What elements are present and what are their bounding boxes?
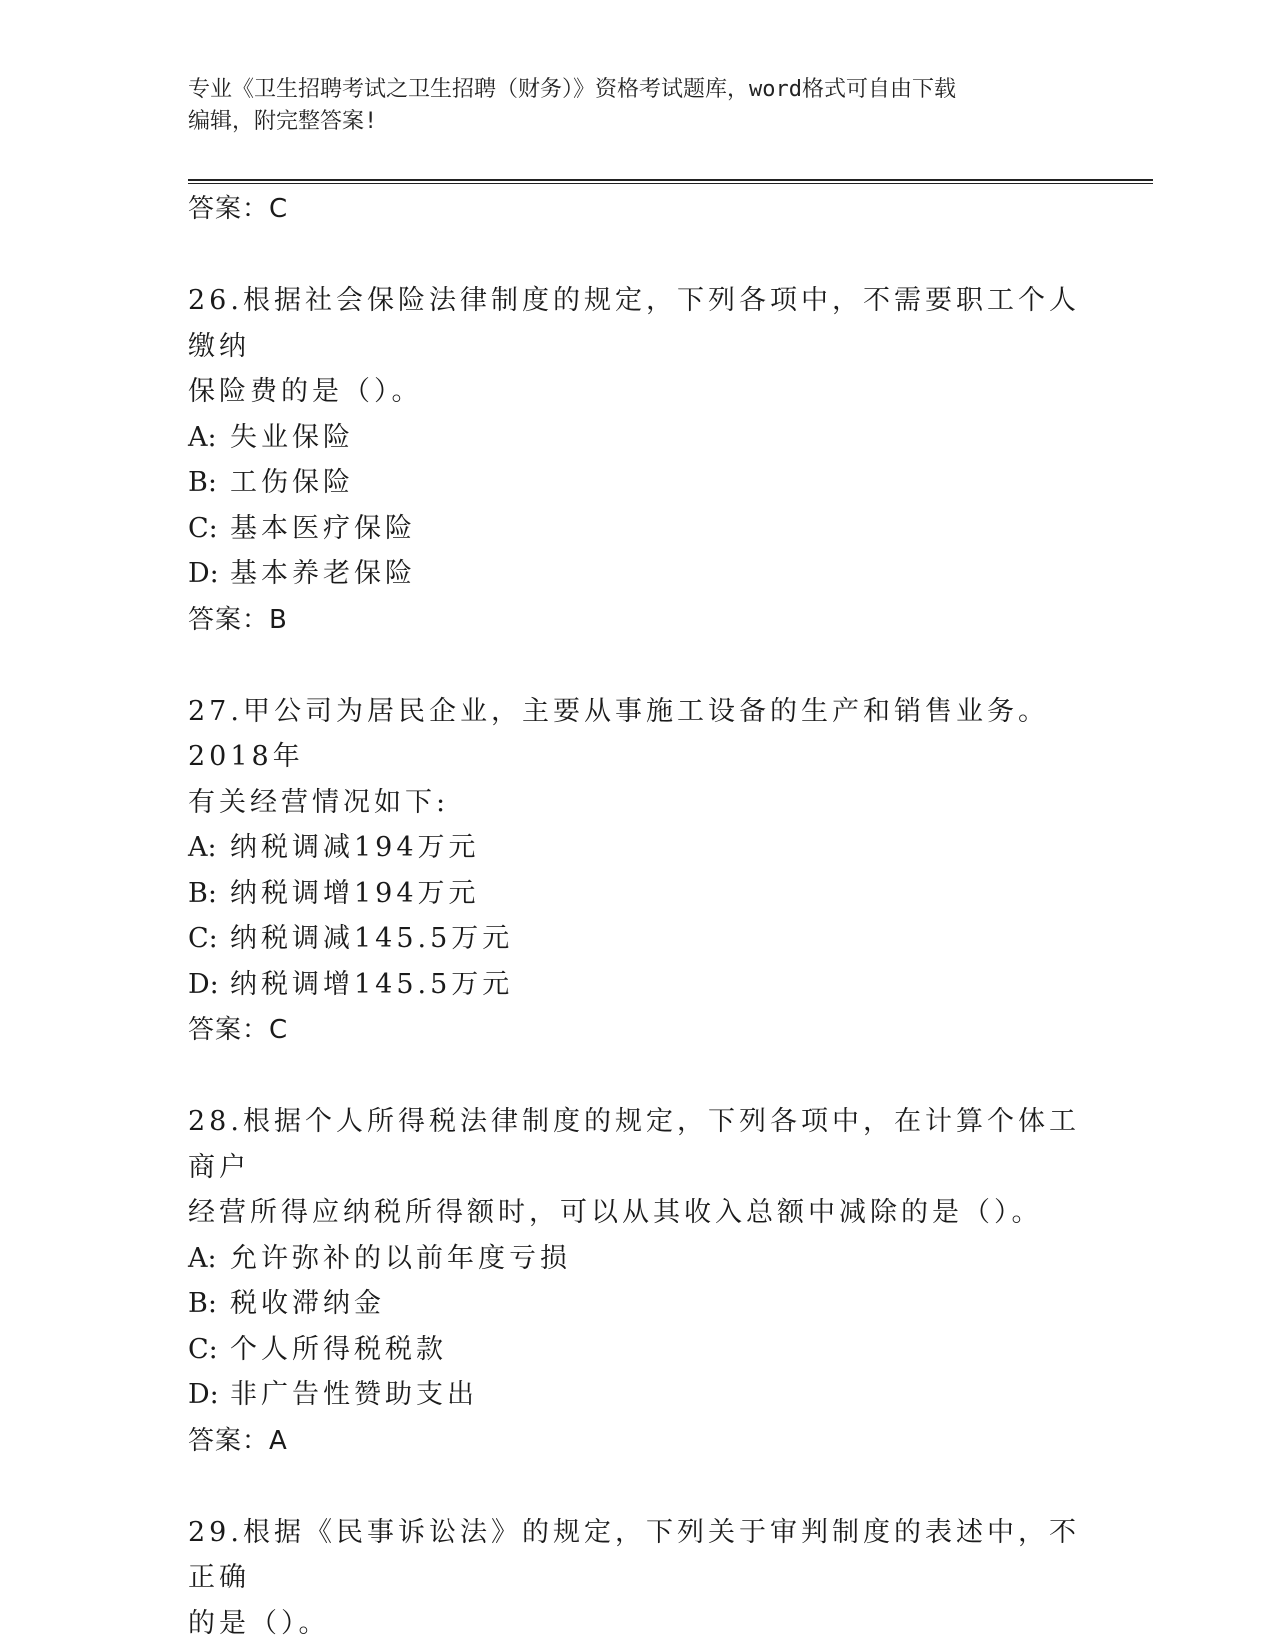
option-text: 纳税调增145.5万元 bbox=[230, 968, 514, 1000]
question-text-line-1: 28.根据个人所得税法律制度的规定，下列各项中，在计算个体工商户 bbox=[188, 1106, 1080, 1183]
option-a bbox=[188, 1236, 1088, 1282]
option-d bbox=[188, 551, 1088, 597]
option-letter: C: bbox=[188, 512, 218, 544]
option-letter: C: bbox=[188, 923, 218, 954]
question-text-line-1: 29.根据《民事诉讼法》的规定，下列关于审判制度的表述中，不正确 bbox=[188, 1516, 1080, 1593]
answer-27: 答案：C bbox=[188, 1015, 289, 1045]
answer-28: 答案：A bbox=[188, 1425, 288, 1456]
question-text-line-2: 有关经营情况如下: bbox=[188, 786, 450, 818]
option-letter: D: bbox=[188, 1379, 219, 1410]
option-a bbox=[188, 825, 1088, 871]
option-d bbox=[188, 962, 1088, 1008]
answer-previous: 答案：C bbox=[188, 194, 289, 224]
option-b bbox=[188, 1281, 1088, 1327]
option-letter: C: bbox=[188, 1333, 218, 1365]
option-text: 纳税调减194万元 bbox=[230, 832, 480, 863]
option-d bbox=[188, 1372, 1088, 1418]
question-text bbox=[188, 278, 1088, 415]
question-text bbox=[188, 689, 1088, 826]
page-header bbox=[188, 74, 1068, 138]
option-letter: D: bbox=[188, 558, 219, 589]
question-text bbox=[188, 1099, 1088, 1236]
option-c bbox=[188, 916, 1088, 962]
option-text: 纳税调减145.5万元 bbox=[230, 923, 514, 954]
option-c bbox=[188, 1327, 1088, 1373]
option-text: 非广告性赞助支出 bbox=[230, 1379, 478, 1410]
question-27 bbox=[188, 689, 1088, 1054]
question-29 bbox=[188, 1510, 1088, 1647]
question-26 bbox=[188, 278, 1088, 643]
option-text: 税收滞纳金 bbox=[230, 1288, 385, 1319]
option-text: 失业保险 bbox=[230, 421, 354, 453]
question-text-line-2: 的是（）。 bbox=[188, 1607, 330, 1639]
option-letter: B: bbox=[188, 467, 217, 498]
option-a bbox=[188, 415, 1088, 461]
question-28 bbox=[188, 1099, 1088, 1464]
option-letter: A: bbox=[188, 421, 217, 453]
option-b bbox=[188, 460, 1088, 506]
question-text bbox=[188, 1510, 1088, 1647]
document-body bbox=[188, 186, 1088, 1646]
header-divider bbox=[188, 179, 1153, 184]
option-text: 个人所得税税款 bbox=[230, 1333, 447, 1365]
header-title-line-1: 专业《卫生招聘考试之卫生招聘（财务）》资格考试题库，word格式可自由下载 bbox=[188, 77, 956, 102]
answer-26: 答案：B bbox=[188, 604, 288, 635]
option-text: 纳税调增194万元 bbox=[230, 877, 480, 909]
question-text-line-2: 保险费的是（）。 bbox=[188, 376, 423, 407]
header-title-line-2: 编辑，附完整答案! bbox=[188, 109, 378, 134]
option-text: 允许弥补的以前年度亏损 bbox=[230, 1242, 571, 1274]
question-text-line-1: 26.根据社会保险法律制度的规定，下列各项中，不需要职工个人缴纳 bbox=[188, 285, 1080, 362]
option-letter: B: bbox=[188, 877, 217, 909]
question-text-line-1: 27.甲公司为居民企业，主要从事施工设备的生产和销售业务。2018年 bbox=[188, 695, 1049, 772]
option-b bbox=[188, 871, 1088, 917]
option-letter: A: bbox=[188, 832, 217, 863]
option-letter: D: bbox=[188, 968, 219, 1000]
option-text: 基本医疗保险 bbox=[230, 512, 416, 544]
option-text: 工伤保险 bbox=[230, 467, 354, 498]
option-c bbox=[188, 506, 1088, 552]
question-text-line-2: 经营所得应纳税所得额时，可以从其收入总额中减除的是（）。 bbox=[188, 1197, 1043, 1228]
option-letter: B: bbox=[188, 1288, 217, 1319]
option-text: 基本养老保险 bbox=[230, 558, 416, 589]
option-letter: A: bbox=[188, 1242, 217, 1274]
